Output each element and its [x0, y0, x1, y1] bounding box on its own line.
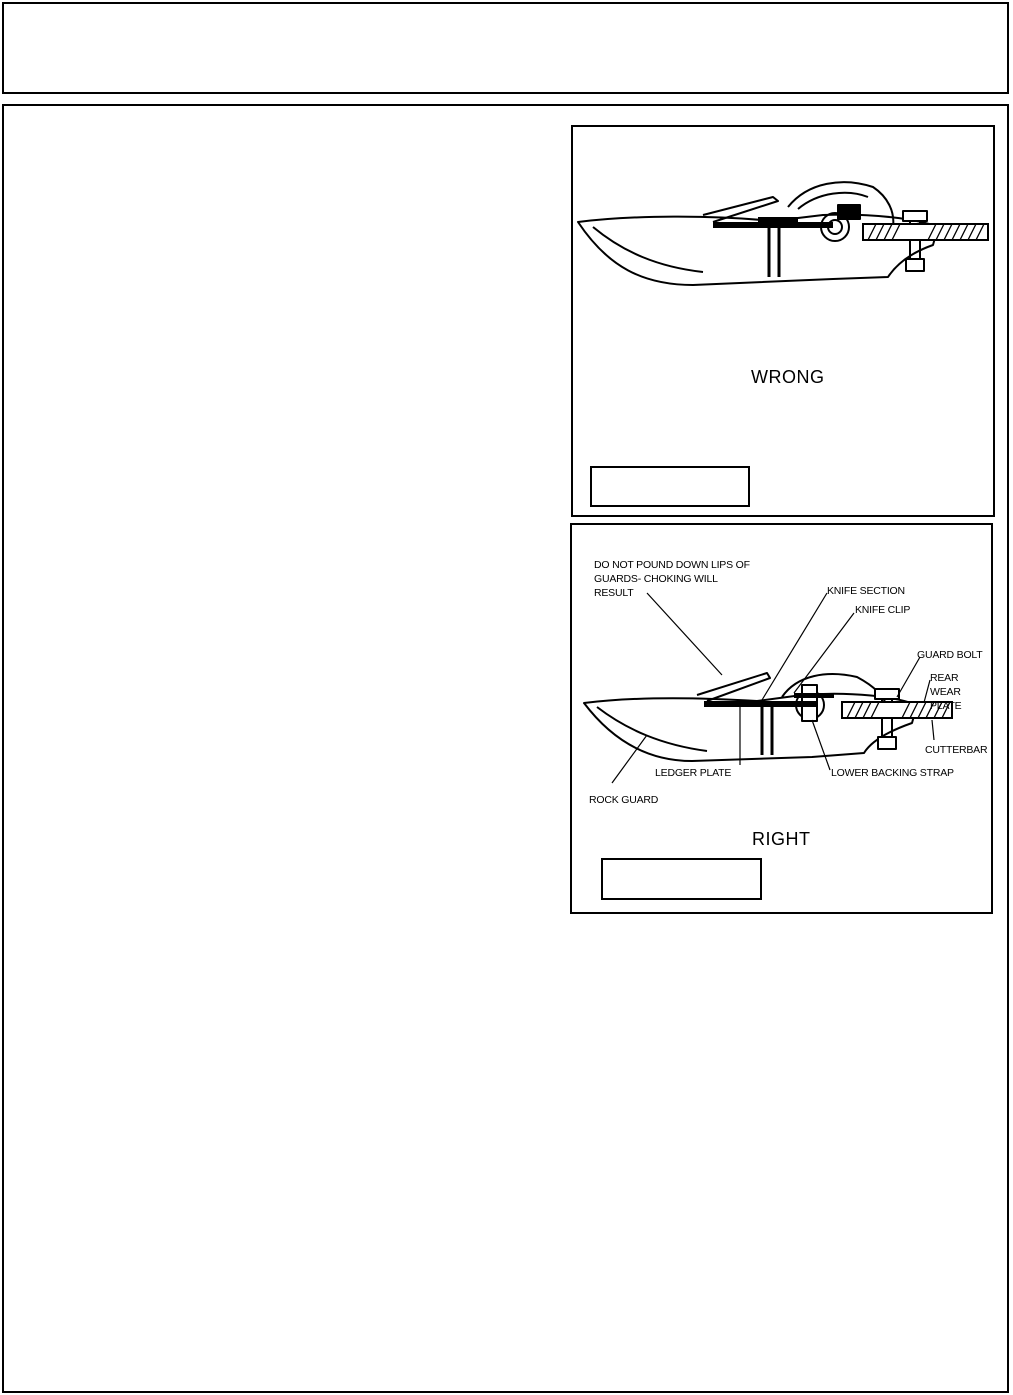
label-cutterbar: CUTTERBAR: [925, 744, 988, 756]
figure-wrong: [571, 125, 995, 517]
label-knife-clip: KNIFE CLIP: [855, 604, 911, 616]
label-rear: REAR: [930, 672, 959, 684]
label-do-not-pound-line3: RESULT: [594, 587, 634, 599]
label-lower-backing-strap: LOWER BACKING STRAP: [831, 767, 954, 779]
figure-caption-right: RIGHT: [752, 829, 811, 849]
guard-wrong-drawing: [573, 127, 993, 515]
header-box: [2, 2, 1009, 94]
label-do-not-pound-line2: GUARDS- CHOKING WILL: [594, 573, 718, 585]
label-do-not-pound-line1: DO NOT POUND DOWN LIPS OF: [594, 559, 750, 571]
label-knife-section: KNIFE SECTION: [827, 585, 905, 597]
figure-caption-wrong: WRONG: [751, 367, 825, 387]
label-wear: WEAR: [930, 686, 961, 698]
label-guard-bolt: GUARD BOLT: [917, 649, 983, 661]
label-rock-guard: ROCK GUARD: [589, 794, 659, 806]
label-ledger-plate: LEDGER PLATE: [655, 767, 732, 779]
label-plate: PLATE: [930, 700, 962, 712]
figure-right: [570, 523, 993, 914]
figure-number-box-right: [601, 858, 762, 900]
figure-number-box-wrong: [590, 466, 750, 507]
